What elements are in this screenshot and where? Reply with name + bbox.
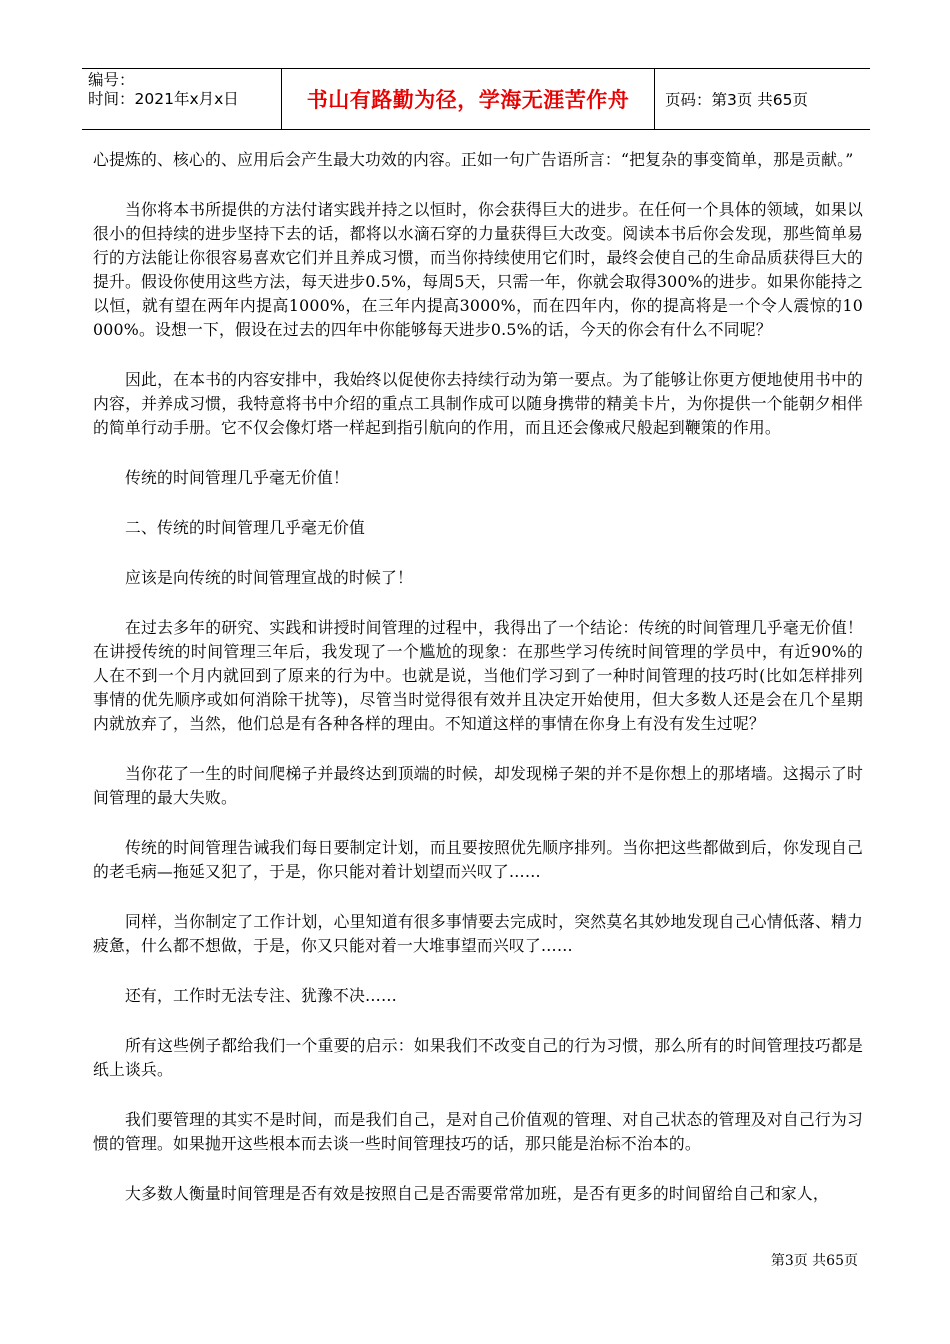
section-heading: 传统的时间管理几乎毫无价值！	[125, 468, 349, 487]
paragraph: 在过去多年的研究、实践和讲授时间管理的过程中，我得出了一个结论：传统的时间管理几乎毫无价值！在讲授传统的时间管理三年后，我发现了一个尴尬的现象：在那些学习传统时间管理的学员中，有近90%的人在不到一个月内就回到了原来的行为中。也就是说，当他们学习到了一种时间管理的技巧时(比如怎样排列事情的优先顺序或如何消除干扰等)，尽管当时觉得很有效并且决定开始使用，但大多数人还是会在几个星期内就放弃了，当然，他们总是有各种各样的理由。不知道这样的事情在你身上有没有发生过呢？	[93, 618, 863, 733]
header-motto-cell	[282, 69, 655, 129]
paragraph: 还有，工作时无法专注、犹豫不决……	[125, 986, 397, 1005]
header-page-cell	[655, 69, 870, 129]
section-heading: 二、传统的时间管理几乎毫无价值	[125, 518, 365, 537]
paragraph: 因此，在本书的内容安排中，我始终以促使你去持续行动为第一要点。为了能够让你更方便地使用书中的内容，并养成习惯，我特意将书中介绍的重点工具制作成可以随身携带的精美卡片，为你提供一个能朝夕相伴的简单行动手册。它不仅会像灯塔一样起到指引航向的作用，而且还会像戒尺般起到鞭策的作用。	[93, 370, 863, 437]
paragraph: 应该是向传统的时间管理宣战的时候了！	[125, 568, 413, 587]
paragraph: 当你将本书所提供的方法付诸实践并持之以恒时，你会获得巨大的进步。在任何一个具体的领域，如果以很小的但持续的进步坚持下去的话，都将以水滴石穿的力量获得巨大改变。阅读本书后你会发现，那些简单易行的方法能让你很容易喜欢它们并且养成习惯，而当你持续使用它们时，最终会使自己的生命品质获得巨大的提升。假设你使用这些方法，每天进步0.5%，每周5天，只需一年，你就会取得300%的进步。如果你能持之以恒，就有望在两年内提高1000%，在三年内提高3000%，而在四年内，你的提高将是一个令人震惊的10 000%。设想一下，假设在过去的四年中你能够每天进步0.5%的话，今天的你会有什么不同呢？	[93, 200, 863, 339]
document-body	[93, 148, 863, 1206]
paragraph: 心提炼的、核心的、应用后会产生最大功效的内容。正如一句广告语所言：“把复杂的事变简单，那是贡献。”	[93, 150, 854, 169]
header-date-label: 时间：2021年x月x日	[88, 90, 239, 108]
header-number-label: 编号：	[88, 71, 135, 89]
paragraph: 我们要管理的其实不是时间，而是我们自己，是对自己价值观的管理、对自己状态的管理及对自己行为习惯的管理。如果抛开这些根本而去谈一些时间管理技巧的话，那只能是治标不治本的。	[93, 1110, 863, 1153]
header-motto: 书山有路勤为径，学海无涯苦作舟	[306, 88, 630, 112]
header-meta	[82, 69, 282, 129]
paragraph: 所有这些例子都给我们一个重要的启示：如果我们不改变自己的行为习惯，那么所有的时间管理技巧都是纸上谈兵。	[93, 1036, 863, 1079]
paragraph: 传统的时间管理告诫我们每日要制定计划，而且要按照优先顺序排列。当你把这些都做到后，你发现自己的老毛病—拖延又犯了，于是，你只能对着计划望而兴叹了……	[93, 838, 863, 881]
paragraph: 当你花了一生的时间爬梯子并最终达到顶端的时候，却发现梯子架的并不是你想上的那堵墙。这揭示了时间管理的最大失败。	[93, 764, 863, 807]
page-header	[82, 68, 870, 130]
footer-page-number: 第3页 共65页	[770, 1253, 858, 1269]
header-page-label: 页码：第3页 共65页	[665, 91, 809, 109]
paragraph: 同样，当你制定了工作计划，心里知道有很多事情要去完成时，突然莫名其妙地发现自己心情低落、精力疲惫，什么都不想做，于是，你又只能对着一大堆事望而兴叹了……	[93, 912, 863, 955]
paragraph: 大多数人衡量时间管理是否有效是按照自己是否需要常常加班，是否有更多的时间留给自己和家人，	[125, 1184, 829, 1203]
